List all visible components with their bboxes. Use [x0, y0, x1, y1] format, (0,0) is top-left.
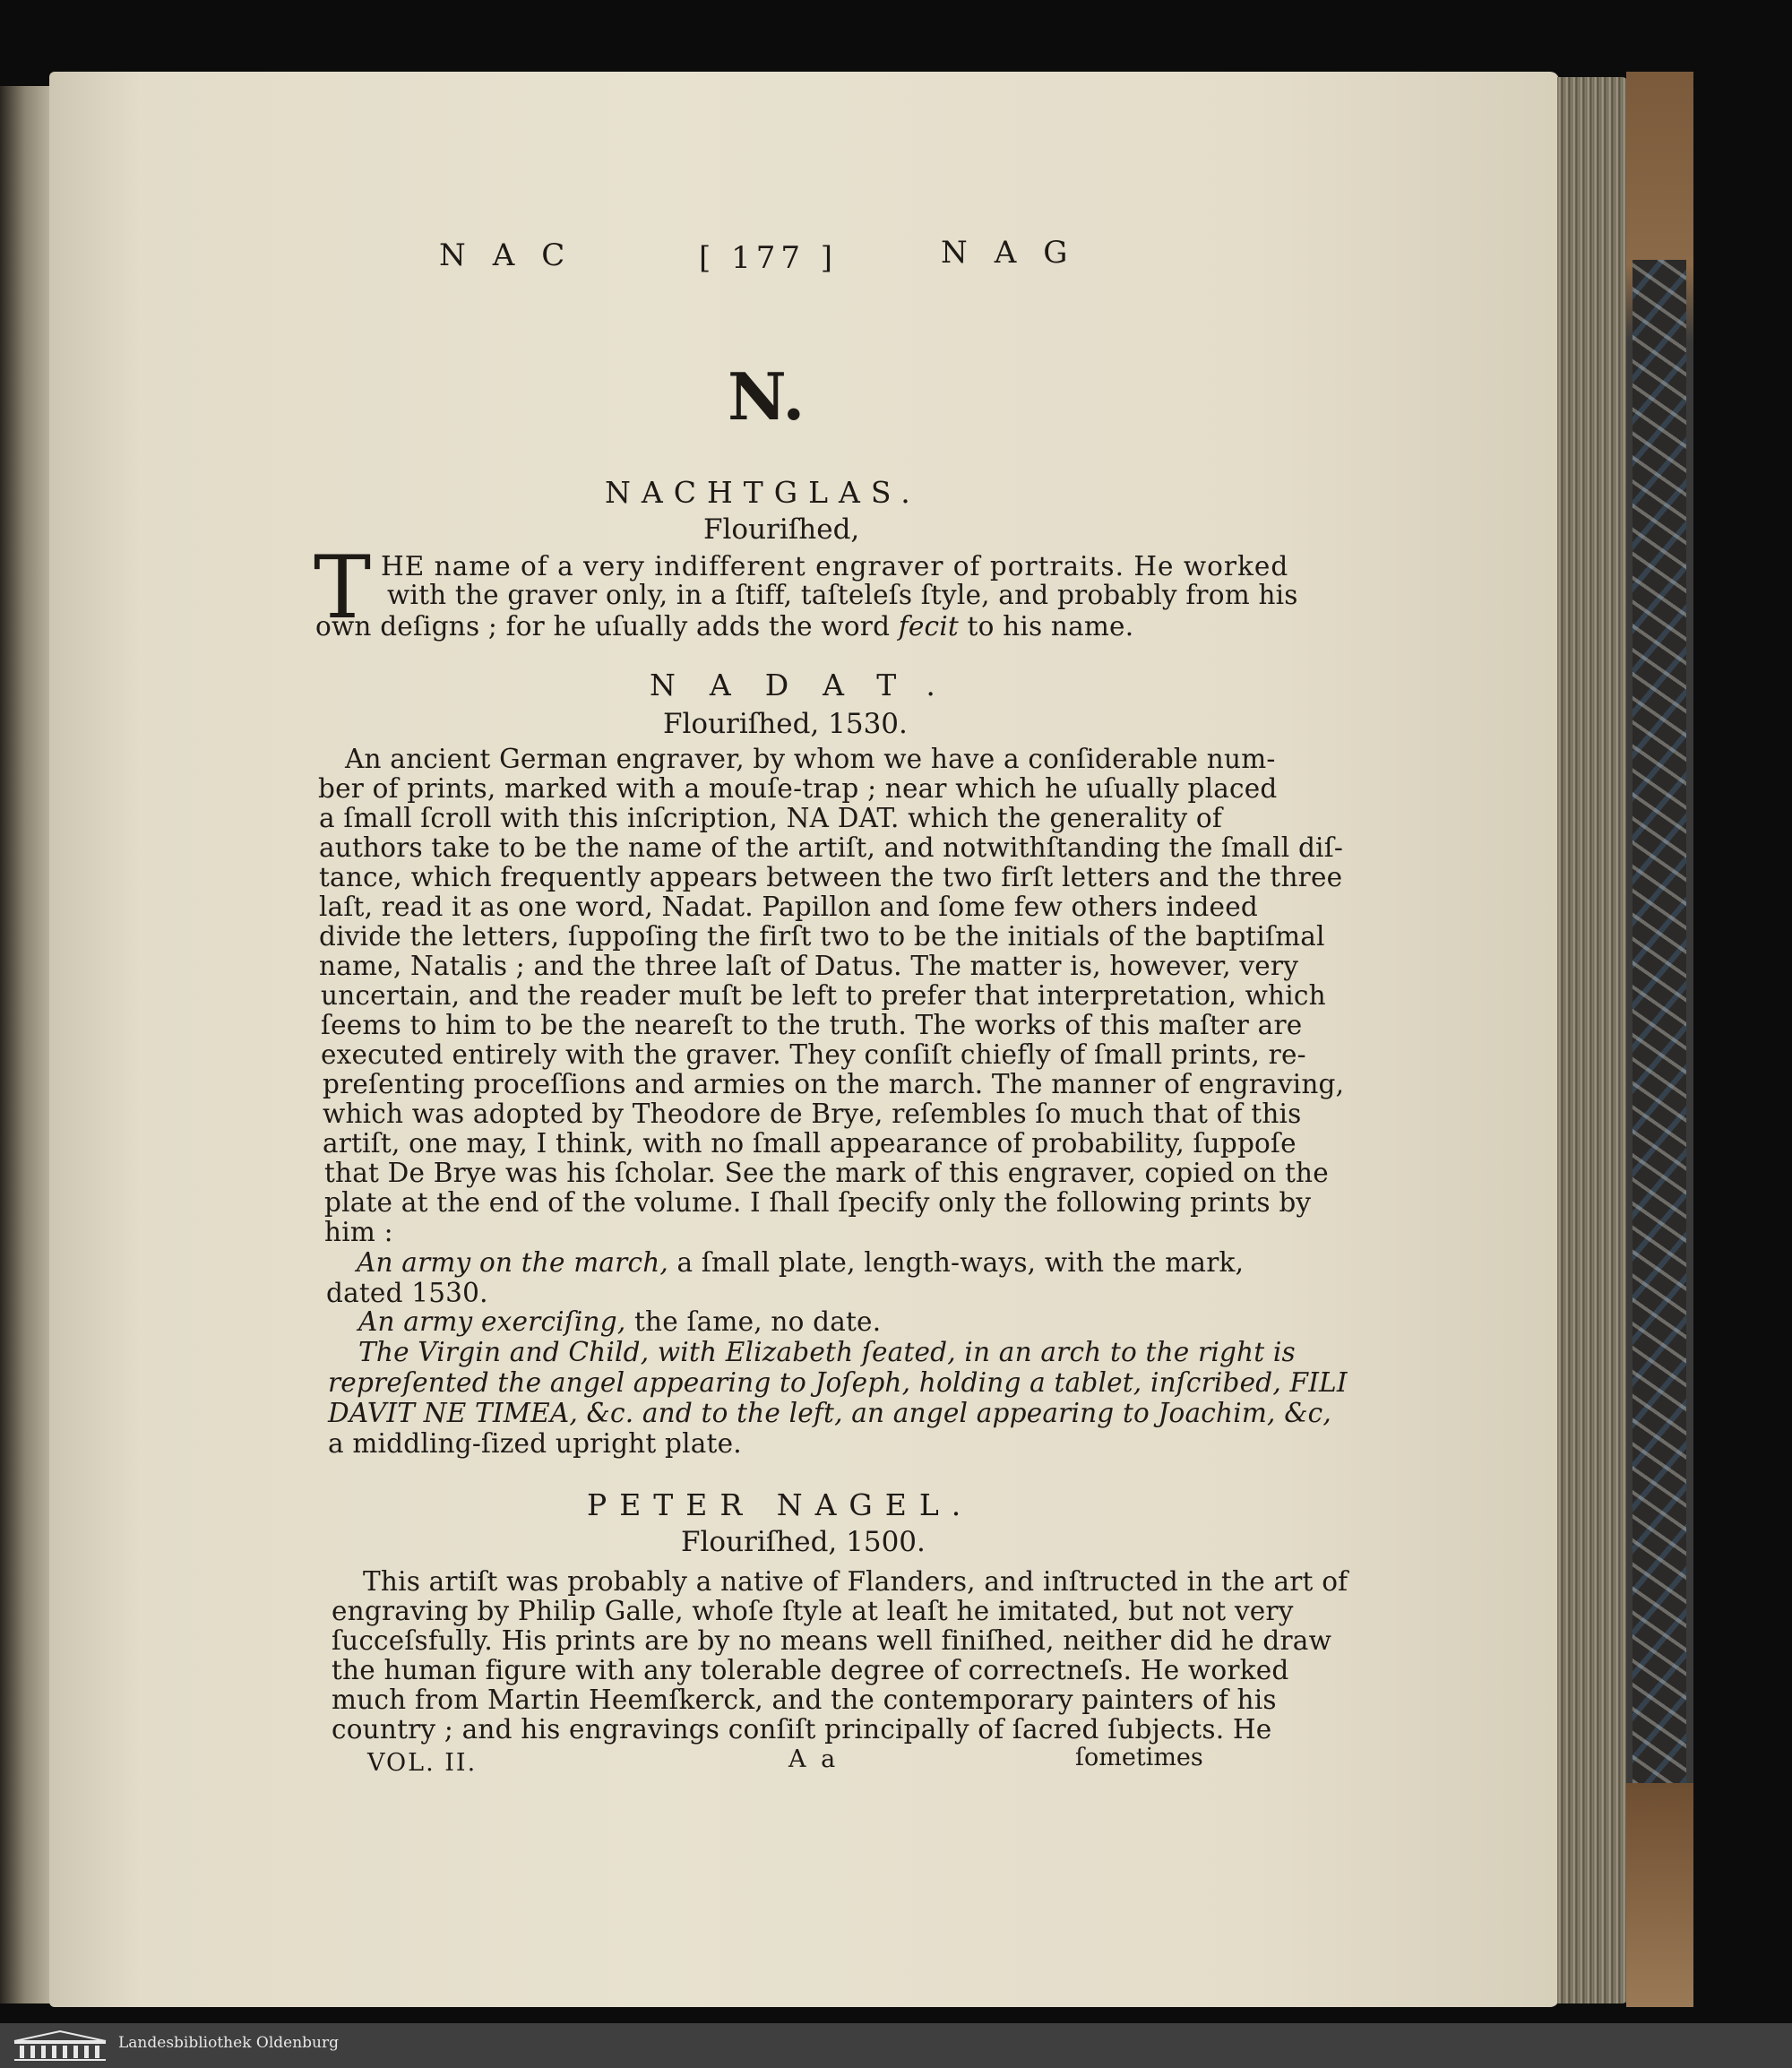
body-line: DAVIT NE TIMEA, &c. and to the left, an angel appearing to Joachim, &c, [328, 1398, 1331, 1428]
library-footer [0, 2023, 1792, 2068]
entry-title: NADAT. [650, 668, 969, 702]
drop-cap: T [314, 538, 372, 638]
volume-label: VOL. II. [367, 1749, 478, 1777]
entry-title: NACHTGLAS. [605, 475, 921, 510]
body-line: repreſented the angel appearing to Joſeph, holding a tablet, inſcribed, FILI [328, 1367, 1348, 1398]
body-line: HE name of a very indifferent engraver of portraits. He worked [381, 551, 1289, 582]
entry-flourished: Flouriſhed, [703, 513, 860, 546]
body-line: much from Martin Heemſkerck, and the contemporary painters of his [332, 1685, 1277, 1715]
print-entry: An army on the march, a ſmall plate, length-ways, with the mark, [357, 1247, 1245, 1278]
body-line: ſucceſsfully. His prints are by no means well finiſhed, neither did he draw [332, 1625, 1332, 1656]
running-head-right: NAG [941, 235, 1095, 271]
body-line: authors take to be the name of the artiſt, and notwithſtanding the ſmall diſ- [319, 832, 1343, 863]
entry-title: PETER NAGEL. [587, 1487, 974, 1522]
body-line: that De Brye was his ſcholar. See the mark of this engraver, copied on the [324, 1158, 1329, 1188]
body-line: country ; and his engravings conſiſt principally of ſacred ſubjects. He [332, 1714, 1272, 1745]
body-line: This artiſt was probably a native of Flanders, and inſtructed in the art of [363, 1566, 1348, 1597]
marbled-cover [1633, 260, 1686, 1783]
body-line: which was adopted by Theodore de Brye, reſembles ſo much that of this [323, 1099, 1302, 1129]
body-line: uncertain, and the reader muſt be left to prefer that interpretation, which [321, 980, 1326, 1011]
body-line: ber of prints, marked with a mouſe-trap ; near which he uſually placed [318, 773, 1278, 804]
page-edges [1557, 77, 1629, 2003]
print-entry: The Virgin and Child, with Elizabeth ſeated, in an arch to the right is [358, 1337, 1296, 1367]
body-line: laſt, read it as one word, Nadat. Papillon and ſome few others indeed [319, 892, 1258, 922]
print-title: An army on the march, [357, 1247, 668, 1278]
body-line: the human figure with any tolerable degree of correctneſs. He worked [332, 1655, 1289, 1685]
library-name: Landesbibliothek Oldenburg [118, 2034, 340, 2052]
body-line: artiſt, one may, I think, with no ſmall appearance of probability, ſuppoſe [323, 1128, 1297, 1159]
body-line: divide the letters, ſuppoſing the firſt two to be the initials of the baptiſmal [319, 921, 1325, 952]
entry-flourished: Flouriſhed, 1530. [663, 708, 908, 740]
signature-mark: A a [788, 1745, 840, 1773]
body-line: a ſmall ſcroll with this inſcription, NA DAT. which the generality of [319, 803, 1222, 833]
body-line: a middling-ſized upright plate. [328, 1428, 742, 1459]
body-line: An ancient German engraver, by whom we have a conſiderable num- [345, 744, 1276, 774]
section-letter: N. [728, 358, 806, 435]
body-line: tance, which frequently appears between the two firſt letters and the three [319, 862, 1343, 892]
body-line: own deſigns ; for he uſually adds the word fecit to his name. [315, 611, 1134, 642]
body-line: executed entirely with the graver. They conſiſt chiefly of ſmall prints, re- [321, 1039, 1306, 1070]
running-head-left: NAC [439, 237, 592, 273]
book-cover-bottom [1626, 1783, 1693, 2007]
page-number: [ 177 ] [699, 240, 839, 276]
catchword: ſometimes [1075, 1744, 1203, 1771]
body-line: engraving by Philip Galle, whoſe ſtyle at leaſt he imitated, but not very [332, 1596, 1294, 1626]
entry-flourished: Flouriſhed, 1500. [681, 1526, 926, 1558]
body-line: preſenting proceſſions and armies on the march. The manner of engraving, [323, 1069, 1345, 1099]
library-building-icon [11, 2029, 109, 2063]
body-line: plate at the end of the volume. I ſhall ſpecify only the following prints by [324, 1187, 1312, 1218]
body-line: dated 1530. [326, 1278, 488, 1308]
body-line: him : [324, 1217, 393, 1247]
body-line: with the graver only, in a ſtiff, taſteleſs ſtyle, and probably from his [387, 580, 1298, 610]
print-entry: An army exerciſing, the ſame, no date. [358, 1306, 882, 1337]
print-title: An army exerciſing, [358, 1306, 626, 1337]
body-line: ſeems to him to be the neareſt to the truth. The works of this maſter are [321, 1010, 1303, 1040]
body-line: name, Natalis ; and the three laſt of Datus. The matter is, however, very [319, 951, 1299, 981]
